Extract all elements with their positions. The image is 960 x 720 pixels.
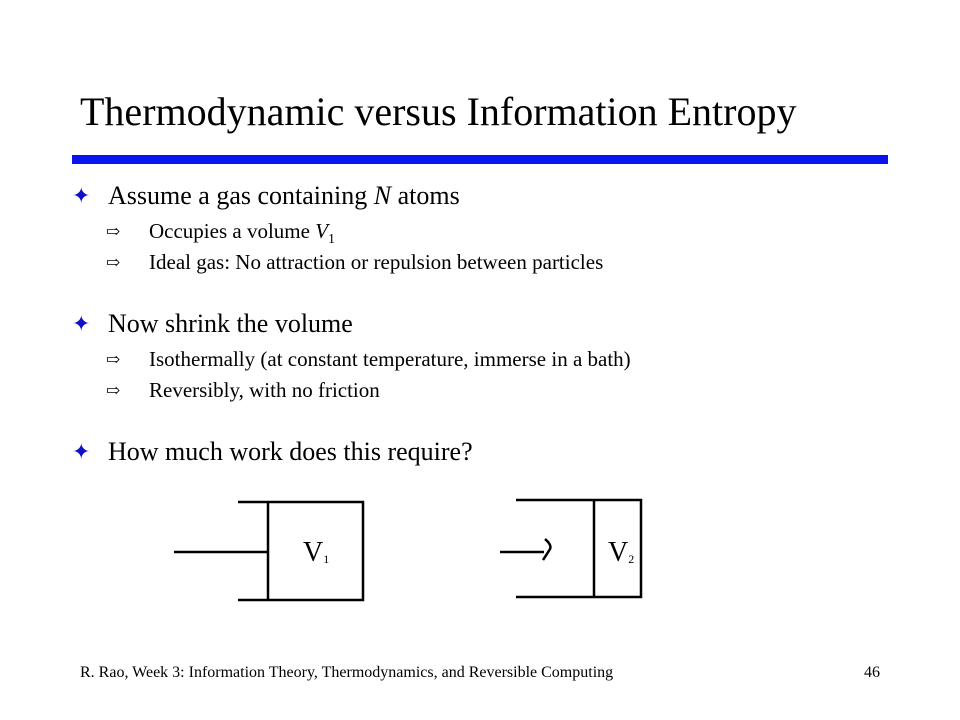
sub-bullet-text: Reversibly, with no friction [149,378,380,402]
slide-footer: R. Rao, Week 3: Information Theory, Thermodynamics, and Reversible Computing [80,664,614,681]
outline-arrow-icon: ⇨ [106,381,121,400]
outline-arrow-icon: ⇨ [106,222,121,241]
page-number: 46 [864,664,880,681]
outline-arrow-icon: ⇨ [106,253,121,272]
bullet-item [72,176,932,216]
sub-bullet-text: Isothermally (at constant temperature, immerse in a bath) [149,347,631,371]
four-point-star-icon: ✦ [72,183,91,208]
label-v2: V2 [608,537,635,568]
piston-diagram [170,493,660,613]
bullet-text: Now shrink the volume [108,309,353,338]
four-point-star-icon: ✦ [72,439,91,464]
slide-title: Thermodynamic versus Information Entropy [80,89,797,134]
bullet-list [72,176,932,472]
push-arrow-icon [543,539,550,560]
cylinder-v1 [174,502,363,600]
sub-bullet-item [72,216,932,247]
bullet-item [72,432,932,472]
sub-bullet-item [72,344,932,375]
sub-bullet-item [72,247,932,278]
outline-arrow-icon: ⇨ [106,350,121,369]
four-point-star-icon: ✦ [72,311,91,336]
sub-bullet-text: Occupies a volume $V_1$ [149,219,336,247]
bullet-text: How much work does this require? [108,437,473,466]
sub-bullet-item [72,375,932,406]
title-underline [72,155,888,164]
label-v1: V1 [303,537,330,568]
bullet-text: Assume a gas containing N atoms [108,181,460,210]
bullet-item [72,304,932,344]
sub-bullet-text: Ideal gas: No attraction or repulsion between particles [149,250,604,274]
